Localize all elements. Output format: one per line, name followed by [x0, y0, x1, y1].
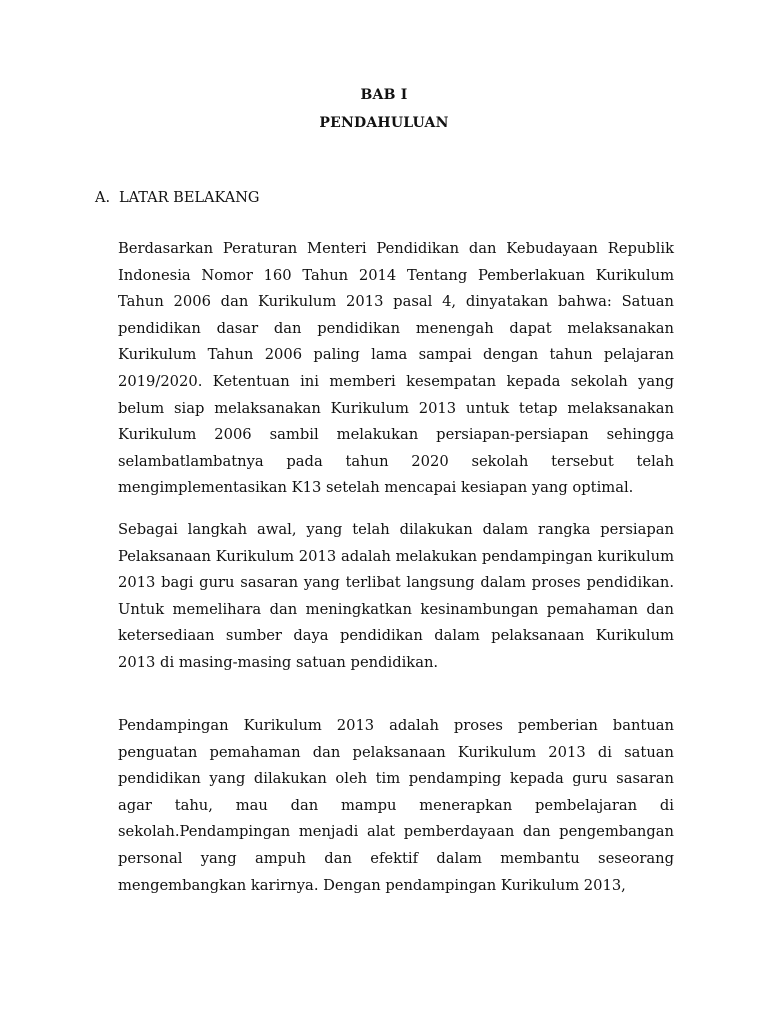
chapter-title: PENDAHULUAN [319, 115, 449, 131]
section-title: LATAR BELAKANG [119, 190, 260, 206]
chapter-number: BAB I [360, 87, 408, 103]
section-marker: A. [95, 190, 111, 206]
paragraph-2: Sebagai langkah awal, yang telah dilakukan dalam rangka persiapan Pelaksanaan Kurikulum 2013 adalah melakukan pendampingan kurikulum 2013 bagi guru sasaran yang terlibat langsung dalam proses pendidikan. Untuk memelihara dan meningkatkan kesinambungan pemahaman dan ketersediaan sumber daya pendidikan dalam pelaksanaan Kurikulum 2013 di masing-masing satuan pendidikan. [118, 521, 674, 671]
paragraph-1: Berdasarkan Peraturan Menteri Pendidikan dan Kebudayaan Republik Indonesia Nomor 160 Tahun 2014 Tentang Pemberlakuan Kurikulum Tahun 2006 dan Kurikulum 2013 pasal 4, dinyatakan bahwa: Satuan pendidikan dasar dan pendidikan menengah dapat melaksanakan Kurikulum Tahun 2006 paling lama sampai dengan tahun pelajaran 2019/2020. Ketentuan ini memberi kesempatan kepada sekolah yang belum siap melaksanakan Kurikulum 2013 untuk tetap melaksanakan Kurikulum 2006 sambil melakukan persiapan-persiapan sehingga selambatlambatnya pada tahun 2020 sekolah tersebut telah mengimplementasikan K13 setelah mencapai kesiapan yang optimal. [118, 240, 674, 497]
paragraph-3: Pendampingan Kurikulum 2013 adalah proses pemberian bantuan penguatan pemahaman dan pelaksanaan Kurikulum 2013 di satuan pendidikan yang dilakukan oleh tim pendamping kepada guru sasaran agar tahu, mau dan mampu menerapkan pembelajaran di sekolah.Pendampingan menjadi alat pemberdayaan dan pengembangan personal yang ampuh dan efektif dalam membantu seseorang mengembangkan karirnya. Dengan pendampingan Kurikulum 2013, [118, 717, 674, 894]
section-heading [95, 190, 260, 206]
